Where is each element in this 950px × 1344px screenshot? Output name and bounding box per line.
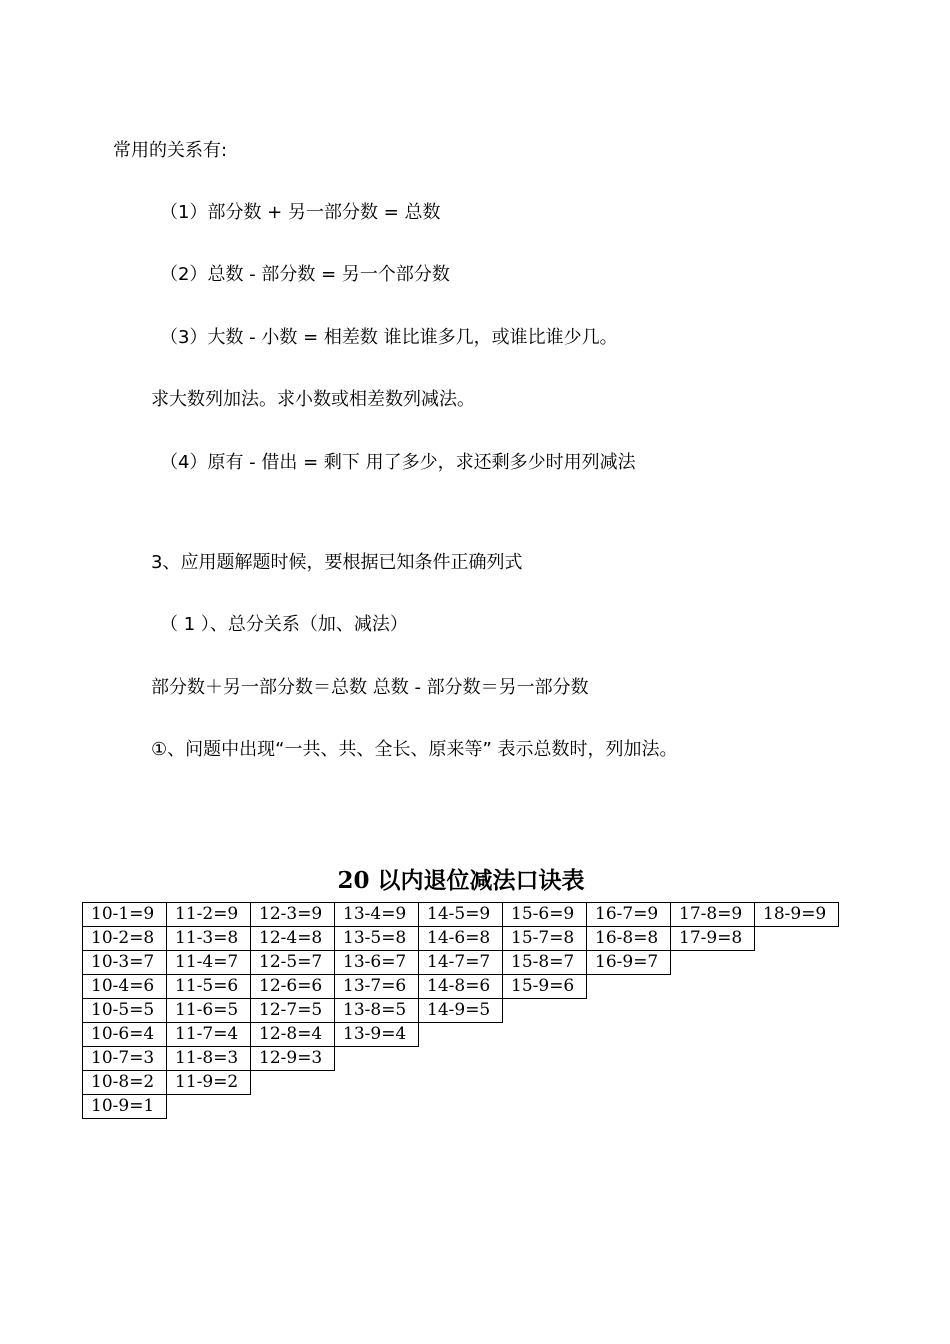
table-title: 20 以内退位减法口诀表 — [337, 867, 585, 894]
table-cell: 10-2=8 — [82, 926, 167, 951]
table-cell: 10-7=3 — [82, 1046, 167, 1071]
table-cell: 14-7=7 — [418, 950, 503, 975]
table-cell: 15-6=9 — [502, 902, 587, 927]
table-cell: 12-9=3 — [250, 1046, 335, 1071]
table-cell: 10-6=4 — [82, 1022, 167, 1047]
table-cell: 10-5=5 — [82, 998, 167, 1023]
table-cell: 16-7=9 — [586, 902, 671, 927]
table-cell: 11-8=3 — [166, 1046, 251, 1071]
text-line-9: 部分数＋另一部分数＝总数 总数 - 部分数＝另一部分数 — [151, 677, 589, 698]
table-cell: 11-2=9 — [166, 902, 251, 927]
table-cell: 13-9=4 — [334, 1022, 419, 1047]
table-cell: 14-8=6 — [418, 974, 503, 999]
table-cell: 13-6=7 — [334, 950, 419, 975]
table-cell: 11-6=5 — [166, 998, 251, 1023]
table-cell: 13-4=9 — [334, 902, 419, 927]
text-line-1: 常用的关系有: — [113, 140, 228, 161]
text-line-3: （2）总数 - 部分数 = 另一个部分数 — [160, 264, 450, 285]
table-cell: 10-4=6 — [82, 974, 167, 999]
table-cell: 10-9=1 — [82, 1094, 167, 1119]
table-cell: 11-9=2 — [166, 1070, 251, 1095]
table-cell: 14-6=8 — [418, 926, 503, 951]
table-cell: 11-3=8 — [166, 926, 251, 951]
table-cell: 10-3=7 — [82, 950, 167, 975]
table-cell: 11-7=4 — [166, 1022, 251, 1047]
text-line-10: ①、问题中出现“一共、共、全长、原来等” 表示总数时，列加法。 — [151, 739, 678, 760]
text-line-4: （3）大数 - 小数 = 相差数 谁比谁多几，或谁比谁少几。 — [160, 327, 618, 348]
table-cell: 12-7=5 — [250, 998, 335, 1023]
table-cell: 12-6=6 — [250, 974, 335, 999]
table-cell: 15-8=7 — [502, 950, 587, 975]
text-line-6: （4）原有 - 借出 = 剩下 用了多少，求还剩多少时用列减法 — [160, 452, 636, 473]
text-line-5: 求大数列加法。求小数或相差数列减法。 — [151, 389, 475, 410]
table-cell: 13-7=6 — [334, 974, 419, 999]
table-cell: 11-4=7 — [166, 950, 251, 975]
table-cell: 11-5=6 — [166, 974, 251, 999]
table-cell: 16-8=8 — [586, 926, 671, 951]
table-cell: 15-9=6 — [502, 974, 587, 999]
table-cell: 17-8=9 — [670, 902, 755, 927]
table-cell: 18-9=9 — [754, 902, 839, 927]
table-cell: 10-8=2 — [82, 1070, 167, 1095]
text-line-7: 3、应用题解题时候，要根据已知条件正确列式 — [151, 552, 523, 573]
table-cell: 15-7=8 — [502, 926, 587, 951]
text-line-2: （1）部分数 + 另一部分数 = 总数 — [160, 202, 441, 223]
table-cell: 17-9=8 — [670, 926, 755, 951]
table-cell: 14-9=5 — [418, 998, 503, 1023]
table-cell: 16-9=7 — [586, 950, 671, 975]
table-cell: 12-8=4 — [250, 1022, 335, 1047]
text-line-8: （ 1 ）、总分关系（加、减法） — [160, 614, 408, 635]
table-cell: 12-3=9 — [250, 902, 335, 927]
table-cell: 13-8=5 — [334, 998, 419, 1023]
table-cell: 10-1=9 — [82, 902, 167, 927]
table-cell: 12-5=7 — [250, 950, 335, 975]
table-cell: 13-5=8 — [334, 926, 419, 951]
table-cell: 14-5=9 — [418, 902, 503, 927]
table-cell: 12-4=8 — [250, 926, 335, 951]
